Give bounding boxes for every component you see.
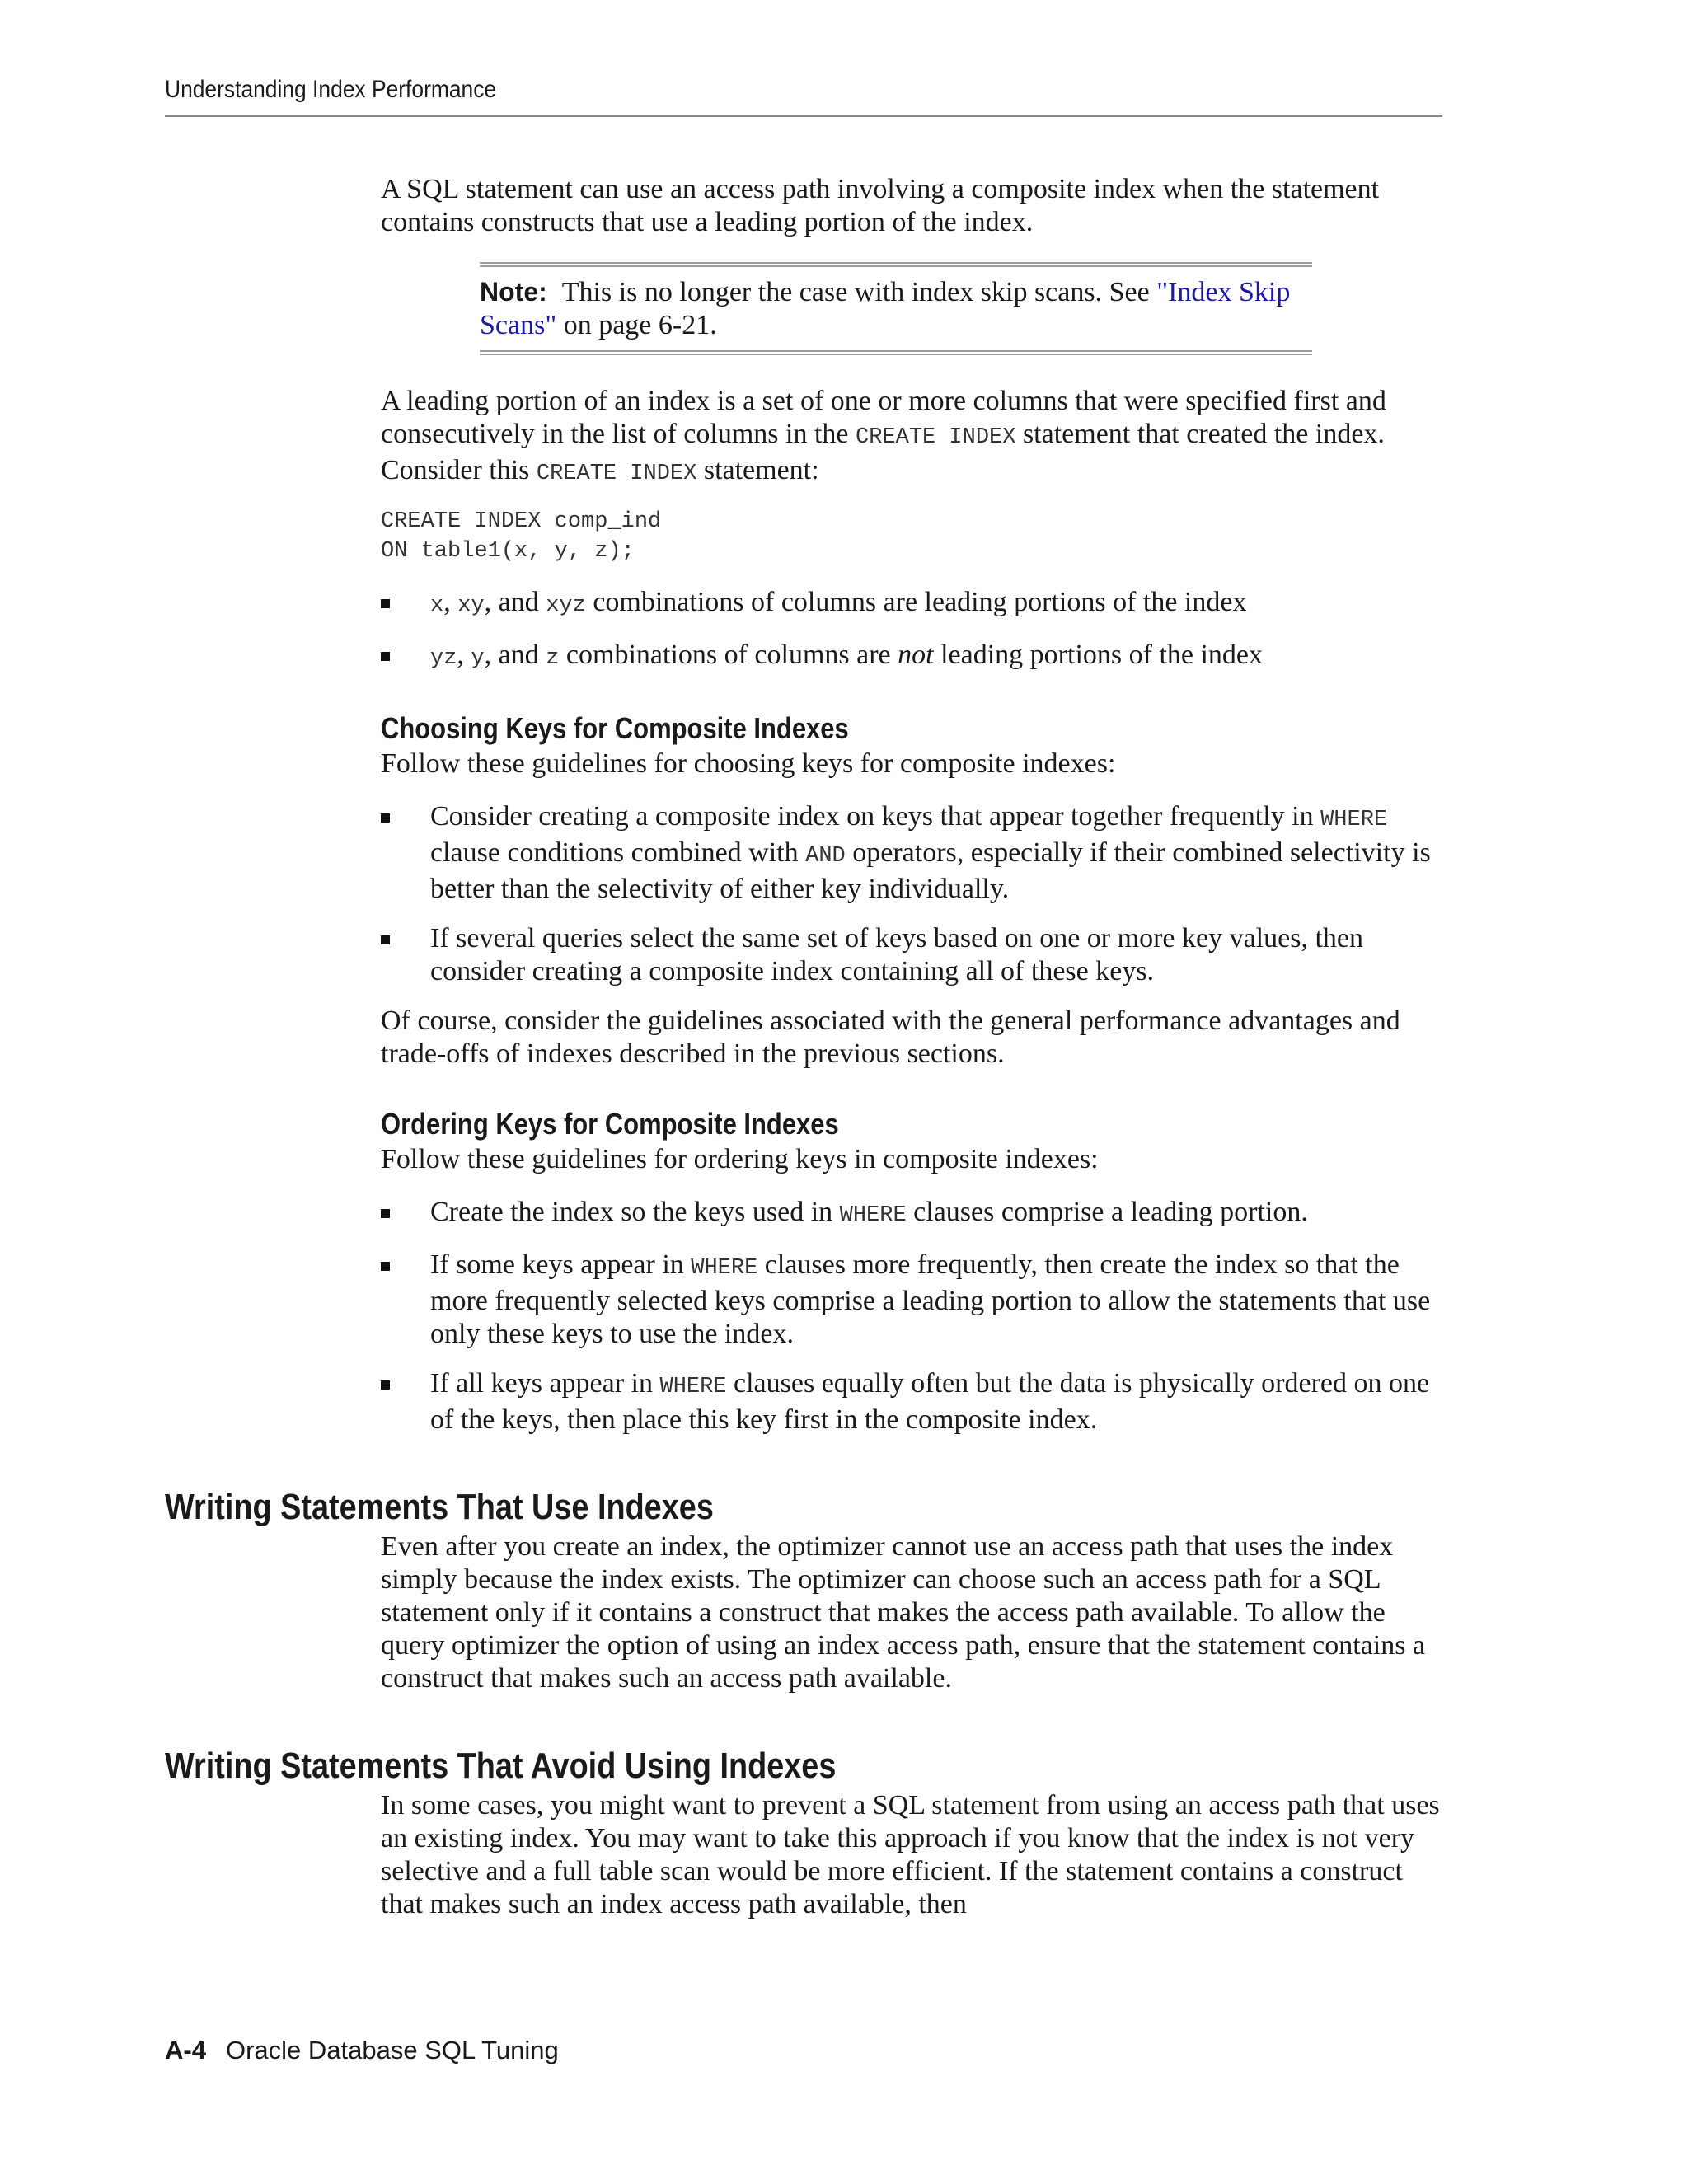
ordering-keys-list (381, 1196, 1444, 1436)
section-heading-use-indexes: Writing Statements That Use Indexes (165, 1487, 714, 1527)
bullet-icon (381, 1209, 390, 1218)
text-run: If all keys appear in (430, 1368, 660, 1399)
text-run: clause conditions combined with (430, 837, 806, 868)
inline-code: x (430, 593, 444, 618)
text-run: leading portions of the index (933, 640, 1264, 670)
text-run: clauses more frequently, then create the index so that the more frequently selected keys comprise a leading portion to allow the statements that use only these keys to use the index. (430, 1249, 1431, 1349)
text-run: statement: (696, 455, 819, 485)
list-item (381, 1367, 1444, 1436)
leading-portions-list (381, 586, 1444, 675)
list-item (381, 922, 1444, 988)
inline-code: z (546, 646, 560, 671)
inline-code: CREATE INDEX (856, 425, 1016, 450)
avoid-indexes-paragraph: In some cases, you might want to prevent a SQL statement from using an access path that uses an existing index. You may want to take this approach if you know that the index is not very selective and a full table scan would be more efficient. If the statement contains a construct that makes such an index access path available, then (381, 1790, 1440, 1919)
text-run: A leading portion of an index is a set of one or more columns that were specified first and consecutively in the list of columns in the (381, 386, 1386, 449)
text-run: clauses comprise a leading portion. (906, 1197, 1308, 1227)
note-box (480, 262, 1312, 355)
section-heading-choosing-keys: Choosing Keys for Composite Indexes (381, 711, 849, 745)
note-text-after: on page 6-21. (556, 310, 717, 340)
inline-code: xy (457, 593, 485, 618)
text-run: , (443, 587, 458, 617)
inline-code: WHERE (659, 1375, 727, 1399)
emphasis: not (898, 640, 934, 670)
section-heading-avoid-indexes: Writing Statements That Avoid Using Indexes (165, 1746, 837, 1786)
index-skip-scans-link[interactable]: "Index Skip Scans" (480, 277, 1291, 340)
list-item (381, 1249, 1444, 1351)
code-block (381, 507, 1444, 566)
leading-portion-paragraph (381, 385, 1444, 490)
text-run: , and (484, 640, 546, 670)
choosing-outro: Of course, consider the guidelines associated with the general performance advantages and trade-offs of indexes described in the previous sections. (381, 1005, 1400, 1069)
page-number: A-4 (165, 2036, 206, 2064)
list-item (381, 1196, 1444, 1232)
page-footer (165, 2036, 559, 2065)
text-run: combinations of columns are (559, 640, 898, 670)
inline-code: WHERE (691, 1256, 758, 1281)
text-run: , and (484, 587, 546, 617)
text-run: Consider creating a composite index on keys that appear together frequently in (430, 801, 1321, 832)
bullet-icon (381, 1380, 390, 1390)
text-run: If some keys appear in (430, 1249, 692, 1280)
code-line: ON table1(x, y, z); (381, 539, 635, 564)
note-text (480, 275, 1312, 342)
text-run: combinations of columns are leading portions of the index (585, 587, 1247, 617)
book-title: Oracle Database SQL Tuning (225, 2036, 559, 2064)
note-text-before: This is no longer the case with index skip scans. See (561, 277, 1157, 307)
bullet-icon (381, 813, 390, 823)
list-item (381, 586, 1444, 622)
inline-code: yz (430, 646, 457, 671)
choosing-keys-list (381, 800, 1444, 988)
use-indexes-paragraph: Even after you create an index, the optimizer cannot use an access path that uses the index simply because the index exists. The optimizer can choose such an access path for a SQL statement only if it contains a construct that makes the access path available. To allow the query optimizer the option of using an index access path, ensure that the statement contains a construct that makes such an access path available. (381, 1531, 1426, 1694)
note-label: Note: (480, 277, 547, 307)
list-item (381, 639, 1444, 675)
inline-code: CREATE INDEX (536, 462, 697, 486)
inline-code: AND (805, 844, 846, 869)
code-line: CREATE INDEX comp_ind (381, 509, 662, 534)
text-run: statement that created the index. Consider this (381, 419, 1385, 485)
text-run: If several queries select the same set of keys based on one or more key values, then consider creating a composite index containing all of these keys. (430, 923, 1363, 987)
inline-code: y (471, 646, 485, 671)
inline-code: WHERE (839, 1203, 907, 1228)
inline-code: xyz (546, 593, 586, 618)
running-header: Understanding Index Performance (165, 76, 497, 103)
choosing-intro: Follow these guidelines for choosing keys for composite indexes: (381, 748, 1116, 779)
text-run: clauses equally often but the data is physically ordered on one of the keys, then place this key first in the composite index. (430, 1368, 1430, 1435)
text-run: operators, especially if their combined selectivity is better than the selectivity of either key individually. (430, 837, 1431, 904)
intro-paragraph: A SQL statement can use an access path involving a composite index when the statement contains constructs that use a leading portion of the index. (381, 174, 1380, 237)
inline-code: WHERE (1320, 808, 1388, 832)
section-heading-ordering-keys: Ordering Keys for Composite Indexes (381, 1107, 839, 1141)
ordering-intro: Follow these guidelines for ordering keys in composite indexes: (381, 1144, 1099, 1174)
bullet-icon (381, 599, 390, 608)
text-run: , (457, 640, 471, 670)
bullet-icon (381, 652, 390, 661)
list-item (381, 800, 1444, 906)
bullet-icon (381, 1262, 390, 1271)
text-run: Create the index so the keys used in (430, 1197, 840, 1227)
bullet-icon (381, 935, 390, 944)
